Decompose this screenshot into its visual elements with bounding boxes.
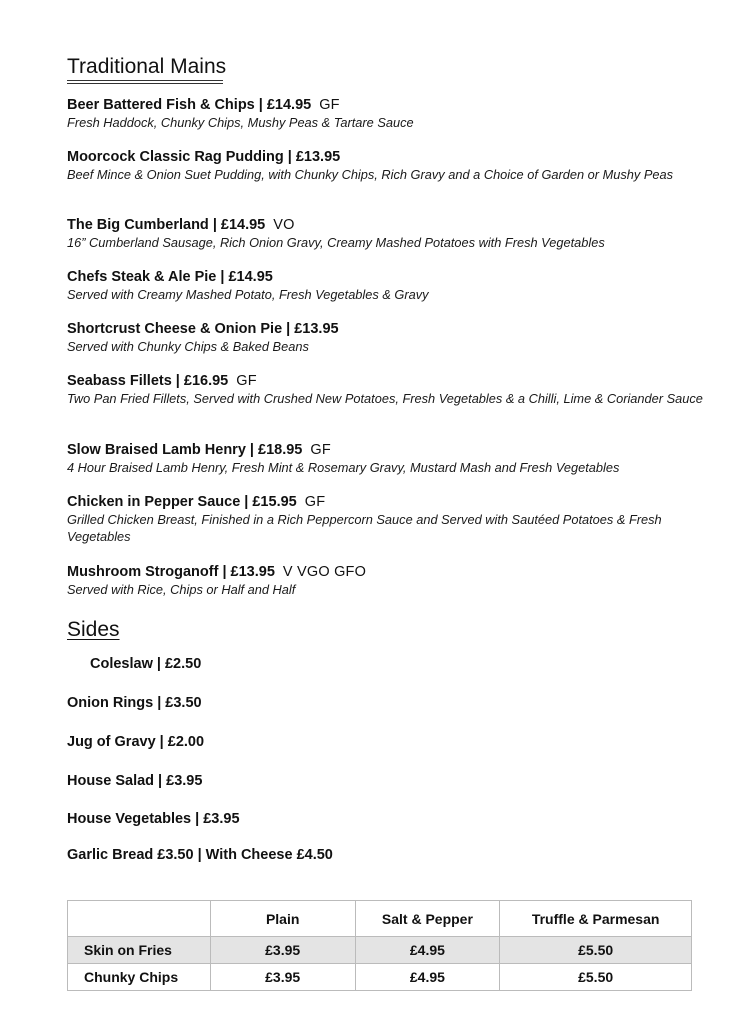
table-header-cell: Truffle & Parmesan [500,901,692,937]
side-item: Coleslaw | £2.50 [90,656,202,672]
table-header-cell: Salt & Pepper [355,901,500,937]
dish-description: Grilled Chicken Breast, Finished in a Rich Peppercorn Sauce and Served with Sautéed Potatoes & Fresh Vegetables [67,512,662,544]
table-row [68,937,692,964]
side-item: Garlic Bread £3.50 | With Cheese £4.50 [67,847,333,863]
dish-item [67,563,707,598]
dish-name-price: Chicken in Pepper Sauce | £15.95 [67,494,297,510]
dish-description: Two Pan Fried Fillets, Served with Crushed New Potatoes, Fresh Vegetables & a Chilli, Lime & Coriander Sauce [67,391,703,406]
side-item: Jug of Gravy | £2.00 [67,734,205,750]
dish-name-price: Seabass Fillets | £16.95 [67,373,229,389]
sides-section-title: Sides [67,618,120,641]
dish-item [67,441,707,476]
dietary-tags: V VGO GFO [282,564,367,580]
side-item: Onion Rings | £3.50 [67,695,202,711]
row-label: Chunky Chips [68,964,211,991]
dish-name-price: Moorcock Classic Rag Pudding | £13.95 [67,149,341,165]
side-item: House Vegetables | £3.95 [67,811,240,827]
side-item: House Salad | £3.95 [67,773,203,789]
dietary-tags: GF [236,373,257,389]
dish-name-price: Slow Braised Lamb Henry | £18.95 [67,442,303,458]
dish-item [67,268,707,303]
dietary-tags: GF [310,442,331,458]
dish-name-price: Mushroom Stroganoff | £13.95 [67,564,275,580]
table-header-cell: Plain [210,901,355,937]
dish-description: Fresh Haddock, Chunky Chips, Mushy Peas & Tartare Sauce [67,115,414,130]
table-header-row [68,901,692,937]
dish-item [67,148,707,183]
price-cell: £4.95 [355,964,500,991]
price-cell: £4.95 [355,937,500,964]
dish-item [67,96,707,131]
dish-description: Served with Rice, Chips or Half and Half [67,582,296,597]
title-rule-upper [67,80,223,81]
dish-name-price: Shortcrust Cheese & Onion Pie | £13.95 [67,321,339,337]
title-rule-lower [67,83,223,84]
fries-price-table [67,900,692,991]
dish-description: Served with Creamy Mashed Potato, Fresh Vegetables & Gravy [67,287,429,302]
mains-section-title: Traditional Mains [67,55,227,78]
row-label: Skin on Fries [68,937,211,964]
dish-description: Beef Mince & Onion Suet Pudding, with Chunky Chips, Rich Gravy and a Choice of Garden or Mushy Peas [67,167,674,182]
table-row [68,964,692,991]
price-cell: £5.50 [500,964,692,991]
price-cell: £3.95 [210,937,355,964]
dish-name-price: The Big Cumberland | £14.95 [67,217,266,233]
price-cell: £3.95 [210,964,355,991]
dish-description: Served with Chunky Chips & Baked Beans [67,339,309,354]
dish-item [67,216,707,251]
price-cell: £5.50 [500,937,692,964]
dish-item [67,372,707,407]
dish-description: 4 Hour Braised Lamb Henry, Fresh Mint & Rosemary Gravy, Mustard Mash and Fresh Vegetables [67,460,620,475]
dietary-tags: GF [319,97,340,113]
dish-item [67,493,707,545]
dietary-tags: VO [273,217,295,233]
table-header-cell [68,901,211,937]
dish-name-price: Beer Battered Fish & Chips | £14.95 [67,97,312,113]
dish-item [67,320,707,355]
dish-name-price: Chefs Steak & Ale Pie | £14.95 [67,269,273,285]
dish-description: 16” Cumberland Sausage, Rich Onion Gravy, Creamy Mashed Potatoes with Fresh Vegetables [67,235,605,250]
dietary-tags: GF [304,494,326,510]
